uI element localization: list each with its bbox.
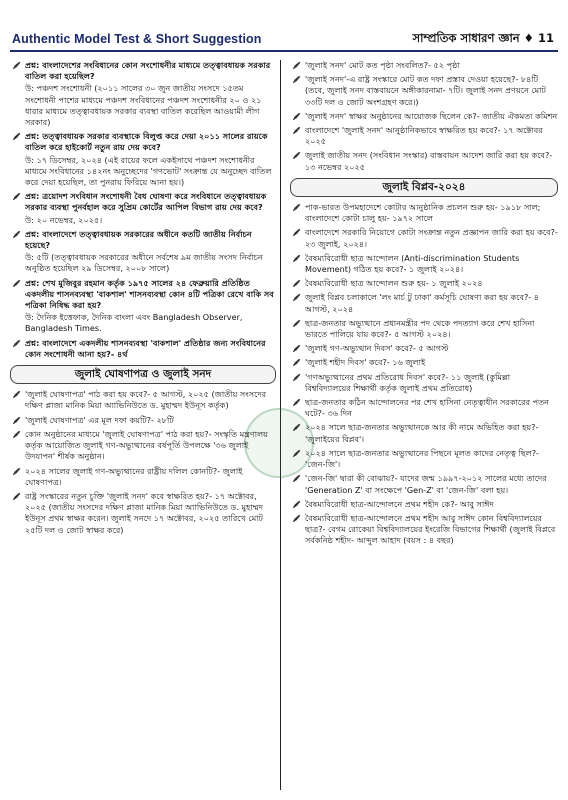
fact-text: ২০২৪ সালে ছাত্র-জনতার অভ্যুত্থানের পিছনে মূলত কাদের নেতৃত্ব ছিল?- 'জেন-জি'।	[305, 447, 539, 470]
pen-nib-icon	[292, 344, 301, 353]
pen-nib-icon	[12, 430, 21, 439]
fact-text: রাষ্ট্র সংস্কারের নতুন চুক্তি 'জুলাই সনদ' কবে স্বাক্ষরিত হয়?- ১৭ অক্টোবর, ২০২৫ (জাতীয় সংসদের দক্ষিণ প্লাজা মানিক মিয়া অ্যাভিনিউতে ড. মুহাম্মদ ইউনূস প্রথম স্বাক্ষর করেন। জুলাই সনদে ১৭ অক্টোবর, ২০২৫ তারিখে মোট ২৫টি দল ও জোট স্বাক্ষর করে)	[25, 490, 263, 535]
fact-item	[290, 253, 558, 275]
header-rule	[10, 50, 558, 52]
fact-text: পাক-ভারত উপমহাদেশে কোটার আনুষ্ঠানিক প্রচলন শুরু হয়- ১৯১৮ সাল; বাংলাদেশে কোটা চালু হয়- ১৯৭২ সালে	[305, 202, 541, 224]
question-text: প্রশ্ন: বাংলাদেশে একদলীয় শাসনব্যবস্থা 'বাকশাল' প্রতিষ্ঠার জন্য সংবিধানের কোন সংশোধনী আনা হয়?- ৪র্থ	[25, 337, 266, 359]
page-section-and-number: সাম্প্রতিক সাধারণ জ্ঞান ♦ 11	[412, 31, 554, 45]
fact-item	[290, 202, 558, 224]
fact-text: 'জুলাই সনদ' মোট কত পৃষ্ঠা সংবলিত?- ৫২ পৃষ্ঠা	[305, 60, 460, 70]
fact-text: বৈষম্যবিরোধী ছাত্র আন্দোলন শুরু হয়- ১ জুলাই ২০২৪	[305, 278, 483, 289]
answer-text: উ: ২০ নভেম্বর, ২০২৫।	[25, 214, 103, 225]
question-text: প্রশ্ন: ত্রয়োদশ সংবিধান সংশোধনী বৈধ ঘোষণা করে সংবিধানে তত্ত্বাবধায়ক সরকার ব্যবস্থা পুনর্বহাল করে সুপ্রিম কোর্টের আপিল বিভাগ রায় দেয় কবে?	[25, 191, 267, 213]
section-title-july-declaration: জুলাই ঘোষণাপত্র ও জুলাই সনদ	[10, 365, 276, 384]
pen-nib-icon	[292, 203, 301, 212]
fact-item	[290, 292, 558, 314]
pen-nib-icon	[292, 474, 301, 483]
qa-item	[10, 131, 276, 188]
fact-text: বাংলাদেশে সরকারি নিয়োগে কোটা সংক্রান্ত নতুন প্রজ্ঞাপন জারি করা হয় কবে?- ২৩ জুলাই, ২০২৪।	[305, 227, 558, 249]
fact-item	[290, 422, 558, 444]
pen-nib-icon	[292, 228, 301, 237]
fact-text: 'জুলাই সনদ'-এ রাষ্ট্র সংস্কারে মোট কত দফা প্রস্তাব দেওয়া হয়েছে?- ৮৪টি (তবে, জুলাই সনদ বাস্তবায়নে অঙ্গীকারনামা- ৭টি। জুলাই সনদ প্রণয়নে মোট ৩৩টি দল ও জোট অংশগ্রহণ করে।)	[305, 74, 546, 107]
qa-item	[10, 278, 276, 335]
fact-text: ছাত্র-জনতার কঠিন আন্দোলনের পর শেখ হাসিনা নেতৃত্বাধীন সরকারের পতন ঘটে?- ৩৬ দিন	[305, 397, 549, 419]
answer-text: উ: ৫টি (তত্ত্বাবধায়ক সরকারের অধীনে সর্বশেষ ৯ম জাতীয় সংসদ নির্বাচন অনুষ্ঠিত হয়েছিল ২৯ ডিসেম্বর, ২০০৮ সালে)	[25, 252, 263, 274]
left-fact-list	[10, 389, 276, 535]
fact-item	[290, 343, 558, 354]
pen-nib-icon	[292, 112, 301, 121]
fact-item	[290, 318, 558, 340]
fact-item	[290, 111, 558, 122]
pen-nib-icon	[12, 132, 21, 141]
fact-item	[290, 397, 558, 419]
pen-nib-icon	[292, 293, 301, 302]
fact-text: ছাত্র-জনতার অভ্যুত্থানে প্রধানমন্ত্রীর পদ থেকে পদত্যাগ করে শেখ হাসিনা ভারতে পালিয়ে যায় কবে?- ৫ আগস্ট ২০২৪।	[305, 317, 535, 340]
pen-nib-icon	[292, 358, 301, 367]
left-qa-list	[10, 60, 276, 360]
fact-item	[10, 466, 276, 488]
qa-item	[10, 60, 276, 128]
pen-nib-icon	[292, 61, 301, 70]
fact-text: 'জুলাই শহীদ দিবস' কবে?- ১৬ জুলাই	[305, 357, 426, 368]
right-column	[290, 60, 558, 790]
answer-text: উ: পঞ্চদশ সংশোধনী (২০১১ সালের ৩০ জুন জাতীয় সংসদে ১৫তম সংশোধনী পাশের মাধ্যমে পঞ্চদশ সংবিধানের পঞ্চদশ সংশোধনীর ২০ ও ২১ ধারার মাধ্যমে তত্ত্বাবধায়ক সরকার ব্যবস্থা বাতিল করেছিল আওয়ামী লীগ সরকার)	[25, 83, 262, 128]
fact-item	[290, 473, 558, 495]
pen-nib-icon	[12, 192, 21, 201]
fact-item	[290, 357, 558, 368]
fact-item	[10, 491, 276, 536]
fact-item	[290, 513, 558, 547]
left-column	[10, 60, 276, 790]
right-fact-list-bottom	[290, 202, 558, 546]
pen-nib-icon	[12, 467, 21, 476]
fact-text: জুলাই বিপ্লব চলাকালে 'লং মার্চ টু ঢাকা' কর্মসূচি ঘোষণা করা হয় কবে?- ৪ আগস্ট, ২০২৪	[305, 292, 539, 314]
fact-item	[290, 278, 558, 289]
fact-text: বৈষম্যবিরোধী ছাত্র-আন্দোলনে প্রথম শহীদ কে?- আবু সাঈদ	[305, 498, 494, 509]
pen-nib-icon	[292, 449, 301, 458]
question-text: প্রশ্ন: বাংলাদেশে তত্ত্বাবধায়ক সরকারের অধীনে কতটি জাতীয় নির্বাচন হয়েছে?	[25, 228, 252, 251]
pen-nib-icon	[12, 61, 21, 70]
pen-nib-icon	[292, 423, 301, 432]
fact-text: বৈষম্যবিরোধী ছাত্র-আন্দোলনে প্রথম শহীদ আবু সাঈদ কোন বিশ্ববিদ্যালয়ের ছাত্র?- বেগম রোকেয়া বিশ্ববিদ্যালয়ের ইংরেজি বিভাগের শিক্ষার্থী (জুলাই বিপ্লবে সর্বকনিষ্ঠ শহীদ- আব্দুল আহাদ (বয়স : ৪ বছর)	[305, 512, 556, 546]
question-text: প্রশ্ন: বাংলাদেশের সংবিধানের কোন সংশোধনীর মাধ্যমে তত্ত্বাবধায়ক সরকার বাতিল করা হয়েছিল?	[25, 60, 271, 82]
pen-nib-icon	[12, 339, 21, 348]
pen-nib-icon	[292, 500, 301, 509]
pen-nib-icon	[12, 279, 21, 288]
pen-nib-icon	[292, 514, 301, 523]
pen-nib-icon	[12, 492, 21, 501]
right-fact-list-top	[290, 60, 558, 173]
fact-text: 'জুলাই ঘোষণাপত্র' পাঠ করা হয় কবে?- ৫ আগস্ট, ২০২৫ (জাতীয় সংসদের দক্ষিণ প্লাজা মানিক মিয়া অ্যাভিনিউতে ড. মুহাম্মদ ইউনূস কর্তৃক)	[25, 389, 267, 411]
answer-text: উ: দৈনিক ইত্তেফাক, দৈনিক বাংলা এবং Bangladesh Observer, Bangladesh Times.	[25, 312, 243, 334]
fact-text: 'জুলাই সনদ' স্বাক্ষর অনুষ্ঠানের আয়োজক ছিলেন কে?- জাতীয় ঐকমত্য কমিশন	[305, 110, 558, 121]
question-text: প্রশ্ন: তত্ত্বাবধায়ক সরকার ব্যবস্থাকে বিলুপ্ত করে দেয়া ২০১১ সালের রায়কে বাতিল করে হাইকোর্ট নতুন রায় দেয় কবে?	[25, 131, 268, 153]
fact-text: ২০২৪ সালের জুলাই গণ-অভ্যুত্থানের রাষ্ট্রীয় দলিল কোনটি?- জুলাই ঘোষণাপত্র।	[25, 465, 243, 487]
fact-item	[290, 372, 558, 394]
fact-text: জুলাই জাতীয় সনদ (সংবিধান সংস্কার) বাস্তবায়ন আদেশ জারি করা হয় কবে?- ১৩ নভেম্বর ২০২৫	[305, 150, 553, 172]
fact-text: বৈষম্যবিরোধী ছাত্র আন্দোলন (Anti-discrimination Students Movement) গঠিত হয় কবে?- ১ জুলাই ২০২৪।	[305, 252, 520, 275]
pen-nib-icon	[292, 126, 301, 135]
pen-nib-icon	[292, 151, 301, 160]
pen-nib-icon	[12, 390, 21, 399]
pen-nib-icon	[292, 75, 301, 84]
fact-text: কোন অনুষ্ঠানের মাধ্যমে 'জুলাই ঘোষণাপত্র' পাঠ করা হয়?- সংস্কৃতি মন্ত্রণালয় কর্তৃক আয়োজিত জুলাই গণ-অভ্যুত্থানের বর্ষপূর্তি উপলক্ষে '৩৬ জুলাই উদযাপন' শীর্ষক অনুষ্ঠান।	[25, 428, 268, 462]
answer-text: উ: ১৭ ডিসেম্বর, ২০২৪ (এই রায়ের ফলে একইসাথে পঞ্চদশ সংশোধনীর মাধ্যমে সংবিধানের ১৪২নং অনুচ্ছেদের 'গণভোট' সংক্রান্ত যে অনুচ্ছেদ বাতিল করে দেয়া হয়েছিল, তা পুনরায় ফিরিয়ে আনা হয়।)	[25, 154, 272, 188]
qa-item	[10, 191, 276, 226]
fact-text: 'জেন-জি' দ্বারা কী বোঝায়?- যাদের জন্ম ১৯৯৭-২০১২ সালের মধ্যে তাদের 'Generation Z' বা সংক্ষেপে 'Gen-Z' বা 'জেন-জি' বলা হয়।	[305, 473, 547, 495]
qa-item	[10, 338, 276, 360]
fact-text: ২০২৪ সালে ছাত্র-জনতার অভ্যুত্থানকে আর কী নামে অভিহিত করা হয়?- 'জুলাইয়ের বিপ্লব'।	[305, 422, 539, 444]
pen-nib-icon	[292, 373, 301, 382]
pen-nib-icon	[292, 279, 301, 288]
fact-item	[290, 74, 558, 108]
fact-item	[290, 499, 558, 510]
fact-item	[10, 389, 276, 411]
book-title: Authentic Model Test & Short Suggestion	[12, 32, 262, 46]
pen-nib-icon	[292, 398, 301, 407]
qa-item	[10, 229, 276, 275]
fact-text: 'জুলাই ঘোষণাপত্র' এর মূল দফা কয়টি?- ২৮টি	[25, 414, 174, 425]
pen-nib-icon	[292, 254, 301, 263]
pen-nib-icon	[12, 230, 21, 239]
fact-item	[290, 60, 558, 71]
fact-item	[10, 429, 276, 463]
pen-nib-icon	[12, 416, 21, 425]
fact-item	[10, 415, 276, 426]
fact-item	[290, 227, 558, 249]
section-title-july-revolution: জুলাই বিপ্লব-২০২৪	[290, 178, 558, 197]
fact-text: 'জুলাই গণ-অভ্যুত্থান দিবস' কবে?- ৫ আগস্ট	[305, 343, 449, 354]
question-text: প্রশ্ন: শেখ মুজিবুর রহমান কর্তৃক ১৯৭৫ সালের ২৪ ফেব্রুয়ারি প্রতিষ্ঠিত একদলীয় শাসনব্যবস্থা 'বাকশাল' শাসনব্যবস্থা কোন ৪টি পত্রিকা রেখে বাকি সব পত্রিকা নিষিদ্ধ করা হয়?	[25, 277, 274, 311]
pen-nib-icon	[292, 319, 301, 328]
fact-text: বাংলাদেশে 'জুলাই সনদ' আনুষ্ঠানিকভাবে স্বাক্ষরিত হয় কবে?- ১৭ অক্টোবর ২০২৫	[305, 125, 543, 147]
fact-item	[290, 448, 558, 470]
fact-item	[290, 125, 558, 147]
page-header	[0, 0, 568, 52]
fact-item	[290, 150, 558, 172]
fact-text: 'গণঅভ্যুত্থানের প্রথম প্রতিরোধ দিবস' কবে?- ১১ জুলাই (কুমিল্লা বিশ্ববিদ্যালয়ের শিক্ষার্থী কর্তৃক জুলাই প্রথম প্রতিরোধ)	[305, 371, 511, 393]
